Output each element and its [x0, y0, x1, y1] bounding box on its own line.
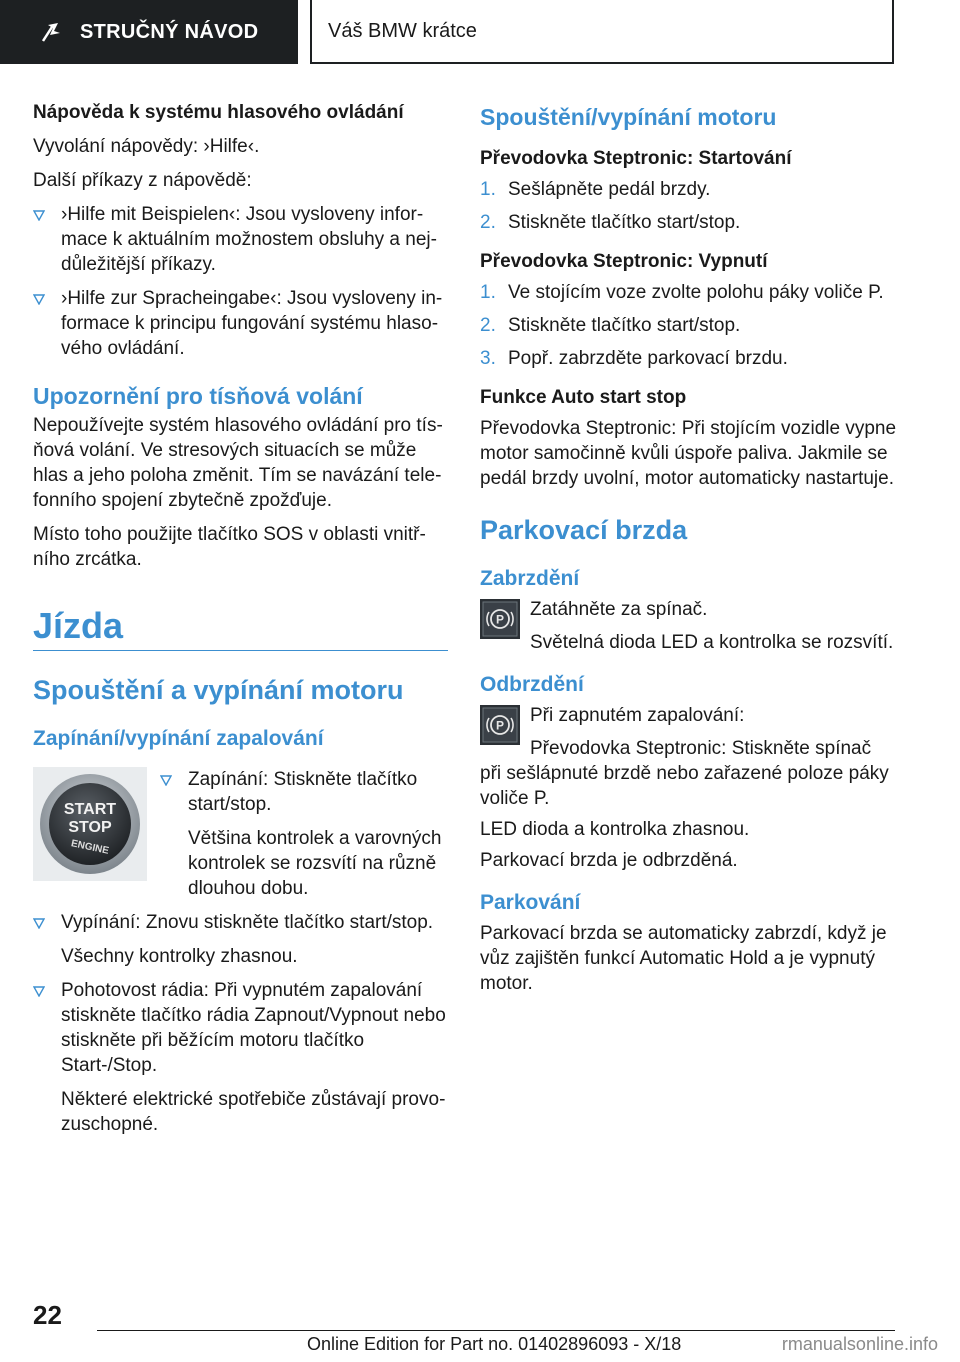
engine-text: ENGINE — [69, 838, 110, 857]
step-text: Stiskněte tlačítko start/stop. — [508, 315, 741, 336]
bullet-triangle-icon — [33, 985, 45, 997]
engine-section-title: Spouštění a vypínání motoru — [33, 675, 404, 705]
note-text: Většina kontrolek a varovných kontrolek se rozsvítí na různě dlouhou dobu. — [188, 828, 442, 899]
release-paragraph: Při zapnutém zapalování: — [530, 705, 745, 726]
step-text: Ve stojícím voze zvolte polohu páky voliče P. — [508, 282, 884, 303]
apply-title: Zabrzdění — [480, 567, 580, 590]
list-item-text: Pohotovost rádia: Při vypnutém zapalování stiskněte tlačítko rádia Zapnout/Vypnout nebo stiskněte při běžícím motoru tlačítko Start-/Stop. — [61, 980, 446, 1076]
emergency-title: Upozornění pro tísňová volání — [33, 383, 363, 409]
list-item — [160, 767, 448, 817]
bullet-triangle-icon — [160, 774, 172, 786]
watermark: rmanualsonline.info — [781, 1334, 938, 1354]
apply-paragraph: Světelná dioda LED a kontrolka se rozsvítí. — [530, 632, 894, 653]
footer-rule — [97, 1330, 895, 1331]
list-item — [33, 910, 448, 935]
help-paragraph: Další příkazy z nápovědě: — [33, 170, 252, 191]
apply-block — [480, 597, 900, 655]
page-header — [0, 0, 960, 66]
release-paragraph: Parkovací brzda je odbrzděná. — [480, 850, 738, 871]
bullet-triangle-icon — [33, 293, 45, 305]
list-item-text: ›Hilfe mit Beispielen‹: Jsou vysloveny informace k aktuálním možnostem obsluhy a nejdůležitější příkazy. — [61, 204, 437, 275]
help-title: Nápověda k systému hlasového ovládání — [33, 102, 404, 123]
ignition-title: Zapínání/vypínání zapalování — [33, 727, 324, 750]
list-item-text: Zapínání: Stiskněte tlačítko start/stop. — [188, 769, 418, 815]
footer-edition: Online Edition for Part no. 01402896093 - X/18 — [307, 1334, 682, 1354]
list-item: 1. Sešlápněte pedál brzdy. — [480, 177, 900, 202]
parking-brake-icon — [480, 705, 520, 745]
list-item: 2. Stiskněte tlačítko start/stop. — [480, 210, 900, 235]
engine-start-title: Spouštění/vypínání motoru — [480, 104, 777, 130]
parking-subtitle: Parkování — [480, 891, 581, 914]
list-item — [33, 978, 448, 1078]
tab-quick-guide-label: STRUČNÝ NÁVOD — [80, 20, 259, 43]
step-text: Sešlápněte pedál brzdy. — [508, 179, 711, 200]
chapter-rule — [33, 650, 448, 651]
left-column — [33, 100, 448, 1137]
list-item: 2. Stiskněte tlačítko start/stop. — [480, 313, 900, 338]
auto-start-stop-paragraph: Převodovka Steptronic: Při stojícím vozidle vypne motor samočinně kvůli úspoře paliva. Jakmile se pedál brzdy uvolní, motor automaticky nastartuje. — [480, 418, 897, 489]
note-text: Některé elektrické spotřebiče zůstávají provozuschopné. — [61, 1089, 446, 1135]
apply-paragraph: Zatáhněte za spínač. — [530, 599, 708, 620]
tab-section-label: Váš BMW krátce — [328, 19, 477, 42]
bullet-triangle-icon — [33, 209, 45, 221]
bullet-triangle-icon — [33, 917, 45, 929]
release-paragraph: při sešlápnuté brzdě nebo zařazené poloze páky voliče P. — [480, 763, 889, 809]
list-item: 3. Popř. zabrzděte parkovací brzdu. — [480, 346, 900, 371]
list-item-text: Vypínání: Znovu stiskněte tlačítko start/stop. — [61, 912, 434, 933]
tab-quick-guide[interactable] — [0, 0, 298, 64]
right-column — [480, 100, 900, 996]
release-block — [480, 703, 900, 761]
help-paragraph: Vyvolání nápovědy: ›Hilfe‹. — [33, 136, 260, 157]
note-text: Všechny kontrolky zhasnou. — [61, 946, 298, 967]
list-item — [33, 286, 448, 361]
steptronic-stop-subtitle: Převodovka Steptronic: Vypnutí — [480, 251, 768, 272]
list-item: 1. Ve stojícím voze zvolte polohu páky voliče P. — [480, 280, 900, 305]
svg-text:P: P — [495, 718, 505, 733]
page-number: 22 — [33, 1300, 62, 1330]
parking-paragraph: Parkovací brzda se automaticky zabrzdí, když je vůz zajištěn funkcí Automatic Hold a je vypnutý motor. — [480, 923, 887, 994]
steptronic-start-subtitle: Převodovka Steptronic: Startování — [480, 148, 792, 169]
tab-section[interactable] — [310, 0, 894, 64]
start-text: START — [63, 801, 117, 818]
list-item — [33, 202, 448, 277]
step-text: Stiskněte tlačítko start/stop. — [508, 212, 741, 233]
checkered-flag-icon — [40, 21, 62, 43]
parking-brake-title: Parkovací brzda — [480, 515, 688, 545]
svg-text:P: P — [495, 612, 505, 627]
release-title: Odbrzdění — [480, 673, 584, 696]
auto-start-stop-subtitle: Funkce Auto start stop — [480, 387, 687, 408]
parking-brake-icon — [480, 599, 520, 639]
emergency-paragraph: Nepoužívejte systém hlasového ovládání pro tísňová volání. Ve stresových situacích se může hlas a jeho poloha změnit. Tím se navázání telefonního spojení zbytečně zpožďuje. — [33, 415, 443, 511]
start-stop-button-image — [33, 767, 147, 881]
chapter-title: Jízda — [33, 605, 124, 646]
list-item-text: ›Hilfe zur Spracheingabe‹: Jsou vysloveny informace k principu fungování systému hlasového ovládání. — [61, 288, 443, 359]
start-stop-block — [33, 767, 448, 901]
stop-text: STOP — [68, 819, 112, 836]
emergency-paragraph: Místo toho použijte tlačítko SOS v oblasti vnitřního zrcátka. — [33, 524, 426, 570]
release-paragraph: LED dioda a kontrolka zhasnou. — [480, 819, 750, 840]
release-paragraph: Převodovka Steptronic: Stiskněte spínač — [530, 738, 872, 759]
step-text: Popř. zabrzděte parkovací brzdu. — [508, 348, 788, 369]
